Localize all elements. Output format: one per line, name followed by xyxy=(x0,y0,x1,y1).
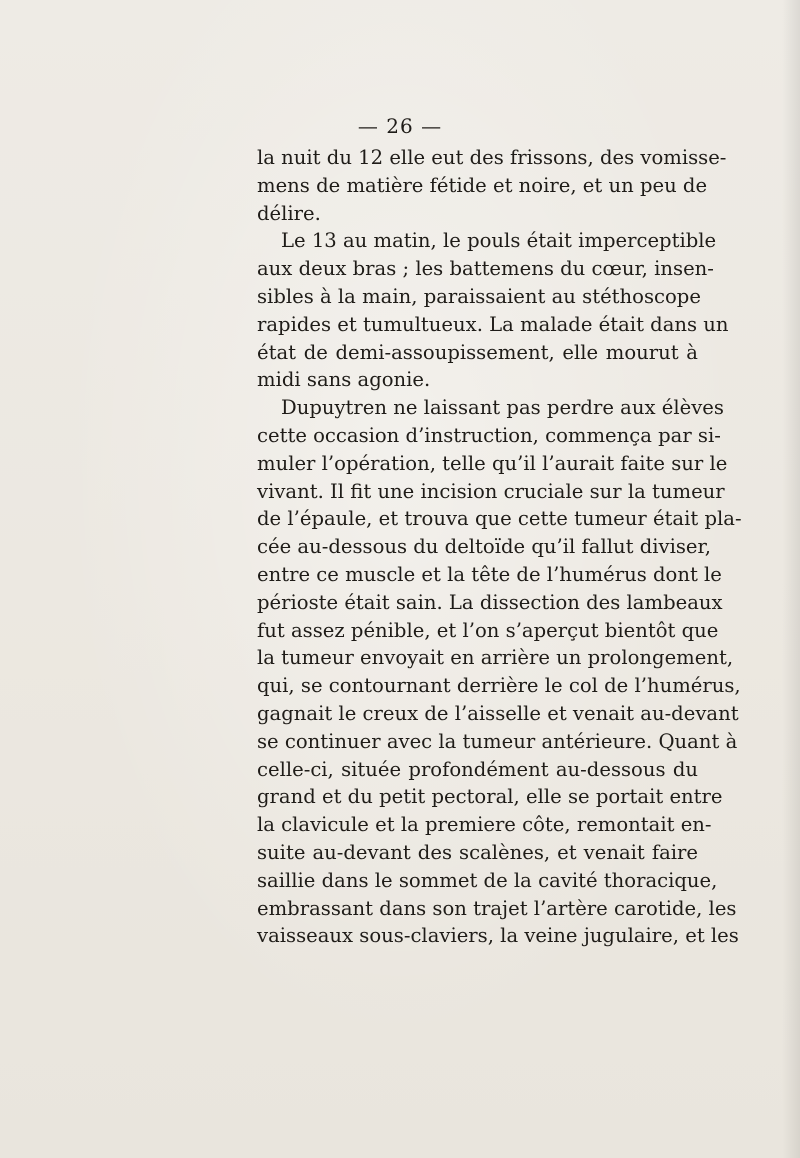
text-line: vivant. Il fit une incision cruciale sur la tumeur xyxy=(257,479,725,503)
page-number: — 26 — xyxy=(357,114,443,138)
text-line: de l’épaule, et trouva que cette tumeur était pla- xyxy=(257,507,742,531)
text-line: fut assez pénible, et l’on s’aperçut bientôt que xyxy=(257,618,719,642)
text-line: embrassant dans son trajet l’artère carotide, les xyxy=(257,896,737,920)
text-line: la tumeur envoyait en arrière un prolongement, xyxy=(257,646,734,670)
text-line: suite au-devant des scalènes, et venait faire xyxy=(257,840,698,864)
text-line: se continuer avec la tumeur antérieure. Quant à xyxy=(257,729,738,753)
body-text xyxy=(257,144,742,950)
text-line: midi sans agonie. xyxy=(257,368,431,392)
text-line: périoste était sain. La dissection des lambeaux xyxy=(257,590,723,614)
text-line: muler l’opération, telle qu’il l’aurait faite sur le xyxy=(257,451,728,475)
text-line: sibles à la main, paraissaient au stéthoscope xyxy=(257,284,701,308)
text-line: qui, se contournant derrière le col de l’humérus, xyxy=(257,674,741,698)
text-line: aux deux bras ; les battemens du cœur, insen- xyxy=(257,257,714,281)
text-line: gagnait le creux de l’aisselle et venait au-devant xyxy=(257,701,739,725)
text-line: mens de matière fétide et noire, et un peu de xyxy=(257,173,708,197)
page-edge-shadow xyxy=(782,0,800,1158)
text-line: état de demi-assoupissement, elle mourut à xyxy=(257,340,698,364)
paragraph-start-line: Dupuytren ne laissant pas perdre aux élèves xyxy=(281,396,724,420)
text-line: saillie dans le sommet de la cavité thoracique, xyxy=(257,868,718,892)
paragraph-start-line: Le 13 au matin, le pouls était imperceptible xyxy=(281,229,717,253)
text-line: celle-ci, située profondément au-dessous du xyxy=(257,757,698,781)
text-line: la clavicule et la premiere côte, remontait en- xyxy=(257,813,712,837)
text-line: grand et du petit pectoral, elle se portait entre xyxy=(257,785,723,809)
text-line: cette occasion d’instruction, commença par si- xyxy=(257,423,721,447)
text-line: vaisseaux sous-claviers, la veine jugulaire, et les xyxy=(257,924,739,948)
text-line: la nuit du 12 elle eut des frissons, des vomisse- xyxy=(257,146,727,169)
text-line: cée au-dessous du deltoïde qu’il fallut diviser, xyxy=(257,535,711,559)
text-line: délire. xyxy=(257,201,321,225)
text-line: entre ce muscle et la tête de l’humérus dont le xyxy=(257,562,722,586)
text-line: rapides et tumultueux. La malade était dans un xyxy=(257,312,729,336)
